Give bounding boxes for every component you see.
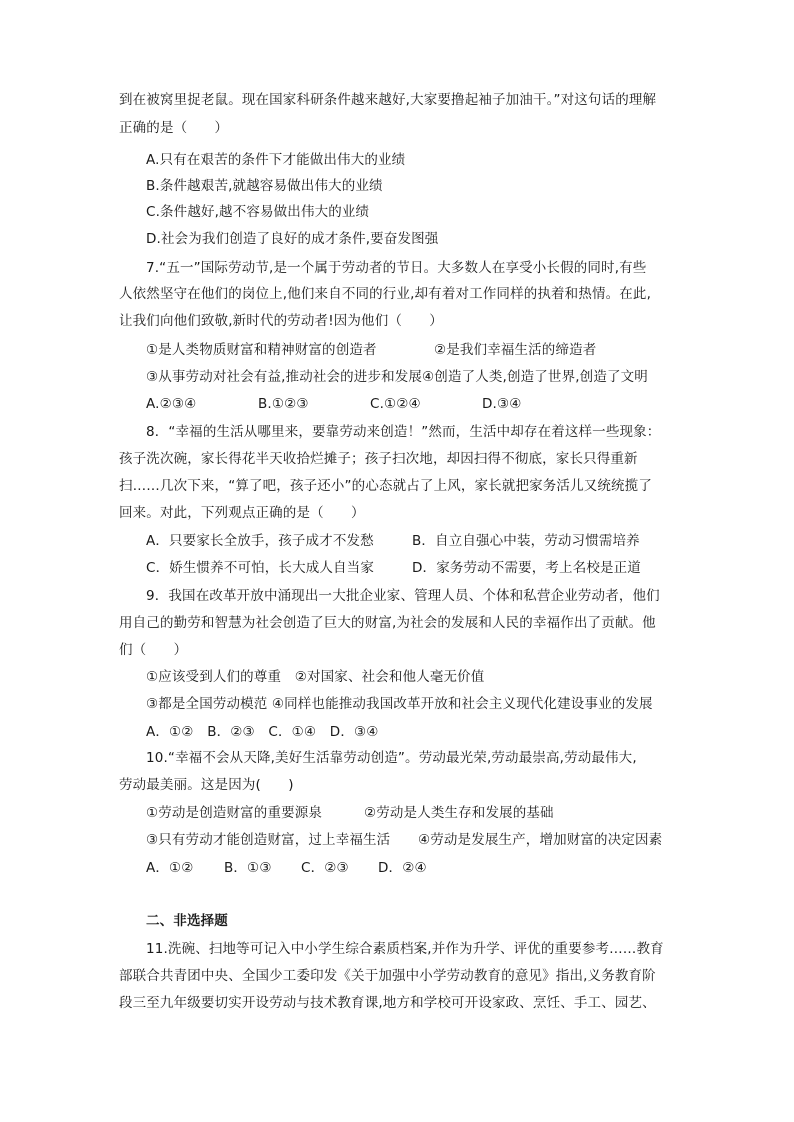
q8-option-d: D．家务劳动不需要，考上名校是正道 (412, 560, 641, 576)
q10-stem-line1: 10.“幸福不会从天降,美好生活靠劳动创造”。劳动最光荣,劳动最崇高,劳动最伟大, (146, 750, 637, 766)
q10-stem-line2: 劳动最美丽。这是因为( ) (119, 777, 294, 793)
q8-option-b: B．自立自强心中装，劳动习惯需培养 (412, 533, 640, 549)
q9-options: A．①② B．②③ C．①④ D．③④ (146, 724, 379, 740)
q6-option-c: C.条件越好,越不容易做出伟大的业绩 (146, 204, 370, 220)
q7-stem-line1: 7.“五一”国际劳动节,是一个属于劳动者的节日。大多数人在享受小长假的同时,有些 (146, 260, 647, 276)
q6-option-d: D.社会为我们创造了良好的成才条件,要奋发图强 (146, 231, 439, 247)
q7-option-b: B.①②③ (258, 396, 309, 412)
q7-item-1: ①是人类物质财富和精神财富的创造者 (146, 342, 377, 358)
q8-option-c: C．娇生惯养不可怕，长大成人自当家 (146, 560, 374, 576)
q6-stem-line1: 到在被窝里捉老鼠。现在国家科研条件越来越好,大家要撸起袖子加油干。”对这句话的理解 (119, 92, 657, 108)
q10-option-d: D．②④ (378, 860, 427, 876)
q10-option-a: A．①② (146, 860, 194, 876)
q9-item-1-2: ①应该受到人们的尊重 ②对国家、社会和他人毫无价值 (146, 669, 485, 685)
q9-stem-line3: 们（ ） (119, 642, 188, 658)
q7-stem-line2: 人依然坚守在他们的岗位上,他们来自不同的行业,却有着对工作同样的执着和热情。在此, (119, 286, 652, 302)
q9-stem-line1: 9．我国在改革开放中涌现出一大批企业家、管理人员、个体和私营企业劳动者，他们 (146, 588, 660, 604)
q8-stem-line3: 扫……几次下来，“算了吧，孩子还小”的心态就占了上风，家长就把家务活儿又统统揽了 (119, 478, 652, 494)
q10-item-3: ③只有劳动才能创造财富，过上幸福生活 (146, 832, 391, 848)
q8-stem-line2: 孩子洗次碗，家长得花半天收拾烂摊子；孩子扫次地，却因扫得不彻底，家长只得重新 (119, 451, 638, 467)
q10-item-4: ④劳动是发展生产，增加财富的决定因素 (418, 832, 663, 848)
q10-item-2: ②劳动是人类生存和发展的基础 (364, 805, 554, 821)
q7-item-2: ②是我们幸福生活的缔造者 (434, 342, 597, 358)
q7-stem-line3: 让我们向他们致敬,新时代的劳动者!因为他们（ ） (119, 313, 443, 329)
q6-option-b: B.条件越艰苦,就越容易做出伟大的业绩 (146, 178, 383, 194)
q11-stem-line2: 部联合共青团中央、全国少工委印发《关于加强中小学劳动教育的意见》指出,义务教育阶 (119, 968, 656, 984)
q9-stem-line2: 用自己的勤劳和智慧为社会创造了巨大的财富,为社会的发展和人民的幸福作出了贡献。他 (119, 615, 656, 631)
q10-item-1: ①劳动是创造财富的重要源泉 (146, 805, 323, 821)
q7-option-d: D.③④ (482, 396, 522, 412)
q8-option-a: A．只要家长全放手，孩子成才不发愁 (146, 533, 374, 549)
q7-option-c: C.①②④ (370, 396, 421, 412)
q8-stem-line4: 回来。对此，下列观点正确的是（ ） (119, 505, 365, 521)
q10-option-c: C．②③ (301, 860, 349, 876)
q7-option-a: A.②③④ (146, 396, 197, 412)
q6-option-a: A.只有在艰苦的条件下才能做出伟大的业绩 (146, 152, 406, 168)
q11-stem-line1: 11.洗碗、扫地等可记入中小学生综合素质档案,并作为升学、评优的重要参考……教育 (146, 941, 664, 957)
section-heading-nonchoice: 二、非选择题 (146, 913, 228, 929)
q11-stem-line3: 段三至九年级要切实开设劳动与技术教育课,地方和学校可开设家政、烹饪、手工、园艺、 (119, 995, 656, 1011)
q7-item-3-4: ③从事劳动对社会有益,推动社会的进步和发展④创造了人类,创造了世界,创造了文明 (146, 369, 648, 385)
q10-option-b: B．①③ (224, 860, 272, 876)
q8-stem-line1: 8．“幸福的生活从哪里来，要靠劳动来创造！”然而，生活中却存在着这样一些现象： (146, 424, 661, 440)
q6-stem-line2: 正确的是（ ） (119, 120, 229, 136)
q9-item-3-4: ③都是全国劳动模范 ④同样也能推动我国改革开放和社会主义现代化建设事业的发展 (146, 696, 653, 712)
